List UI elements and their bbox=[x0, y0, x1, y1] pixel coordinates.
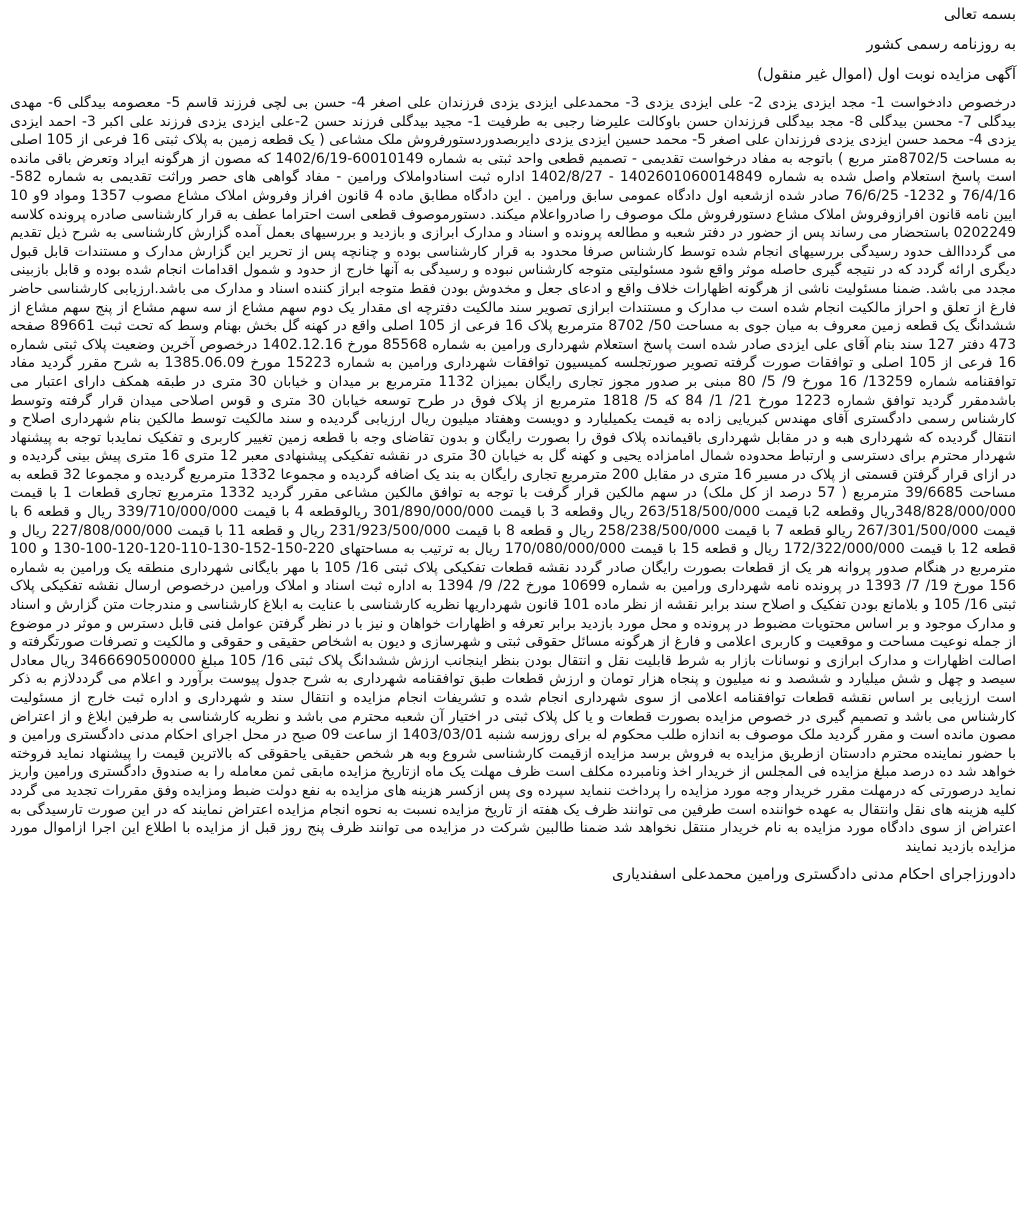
signature-line: دادورزاجرای احکام مدنی دادگستری ورامین محمدعلی اسفندیاری bbox=[611, 865, 1016, 884]
notice-body: درخصوص دادخواست 1- مجد ایزدی یزدی 2- علی ایزدی یزدی 3- محمدعلی ایزدی یزدی فرزندان علی اصغر 4- حسن بی لچی فرزند قاسم 5- معصومه بیدگلی 6- مهدی بیدگلی 7- محسن بیدگلی 8- مجد بیدگلی فرزندان حسن باوکالت علیرضا رجبی به طرفیت 1- مجید بیدگلی فرزند حسن 2-علی ایزدی یزدی فرزند علی اکبر 3- احمد ایزدی یزدی 4- محمد حسن ایزدی یزدی فرزندان علی اصغر 5- محمد حسین ایزدی یزدی دایربصدوردستورفروش ملک مشاعی ( یک قطعه زمین به پلاک ثبتی 16 فرعی از 105 اصلی به مساحت 8702/5متر مربع ) باتوجه به مفاد درخواست تقدیمی - تصمیم قطعی واحد ثبتی به شماره 60010149-1402/6/19 که مصون از هرگونه ایراد وتعرض باقی مانده است پاسخ استعلام واصل شده به شماره 1402601060014849 - 1402/8/27 اداره ثبت اسنادواملاک ورامین - مفاد گواهی های حصر وراثت تقدیمی به شماره 582-76/4/16 و 1232- 76/6/25 صادر شده ازشعبه اول دادگاه عمومی سابق ورامین . این دادگاه مطابق ماده 4 قانون افراز وفروش املاک مشاع مصوب 1357 ومواد 9و 10 ایین نامه قانون افرازوفروش املاک مشاع دستورفروش ملک موصوف را صادرواعلام میکند. دستورموصوف قطعی است احتراما عطف به قرار کارشناسی صادره پرونده کلاسه 0202249 باستحضار می رساند پس از حضور در دفتر شعبه و مطالعه پرونده و اسناد و مدارک ابرازی و بازدید و بررسیهای بعمل آمده گزارش کارشناسی به شرح ذیل تقدیم می گردداالف حدود رسیدگی بررسیهای انجام شده توسط کارشناس صرفا محدود به قرار کارشناسی بوده و چنانچه پس از تحریر این گزارش مدارک و مستندات قابل قبول دیگری ارائه گردد که در نتیجه گیری حاصله موثر واقع شود مسئولیتی متوجه کارشناس نبوده و رسیدگی به آنها خارج از حدود و شمول اقدامات انجام شده بوده و قابل بازبینی مجدد می باشد. ضمنا مسئولیت ناشی از هرگونه اظهارات خلاف واقع و ادعای جعل و مخدوش بودن فقط متوجه ابراز کننده اسناد و مدارک می باشد.ارزیابی کارشناسی حاضر فارغ از تعلق و احراز مالکیت انجام شده است ب مدارک و مستندات ابرازی تصویر سند مالکیت دفترچه ای مقدار یک دوم سهم مشاع از سه سهم مشاع از پنج سهم مشاع از ششدانگ یک قطعه زمین معروف به میان جوی به مساحت 50/ 8702 مترمربع پلاک 16 فرعی از 105 اصلی واقع در کهنه گل بخش بهنام وسط که تحت ثبت 89661 صفحه 473 دفتر 127 سند بنام آقای علی ایزدی صادر شده است پاسخ استعلام شهرداری ورامین به شماره 85568 مورخ 1402.12.16 درخصوص آخرین وضعیت پلاک ثبتی شماره 16 فرعی از 105 اصلی و توافقات صورت گرفته تصویر صورتجلسه کمیسیون توافقات شهرداری ورامین به شماره 15223 مورخ 1385.06.09 به شرح مقرر گردید مفاد توافقنامه شماره 13259/ 16 مورخ 9/ 5/ 80 مبنی بر صدور مجوز تجاری رایگان بمیزان 1132 مترمربع بر میدان و خیابان 30 متری در طبقه همکف دارای اعتبار می باشدمقرر گردید توافق شماره 1223 مورخ 21/ 1/ 84 که 5/ 1818 مترمربع از پلاک فوق در طرح توسعه خیابان 30 متری و قوس اصلاحی میدان قرار گرفته وتوسط کارشناس رسمی دادگستری آقای مهندس کبریایی زاده به قیمت یکمیلیارد و دویست وهفتاد میلیون ریال ارزیابی گردیده و سند مالکیت توسط مالکین بنام شهرداری اصلاح و انتقال گردیده که شهرداری هبه و در مقابل شهرداری باقیمانده پلاک فوق را بصورت رایگان و بدون تقاضای وجه با قطعه زمین تغییر کاربری و تفکیک نمایدبا توجه به پیشنهاد شهردار محترم برای دسترسی و ارتباط محدوده شمال امامزاده یحیی و کهنه گل به خیابان 30 متری در نقشه تفکیکی پیشنهادی معبر 12 متری 16 متری پیش بینی گردیده و در ازای قرار گرفتن قسمتی از پلاک در مسیر 16 متری در مقابل 200 مترمربع تجاری رایگان به بند یک اضافه گردیده و مجموعا 1332 مترمربع گردیده و مجموعا 32 قطعه به مساحت 39/6685 مترمربع ( 57 درصد از کل ملک) در سهم مالکین قرار گرفت با توجه به توافق مالکین مشاعی مقرر گردید 1332 مترمربع تجاری قطعات 1 با قیمت 348/828/000/000ریال وقطعه 2با قیمت 263/518/500/000 ریال وقطعه 3 با قیمت 301/890/000/000 ریالوقطعه 4 با قیمت 339/710/000/000 ریال و قطعه 6 با قیمت 267/301/500/000 ریالو قطعه 7 با قیمت 258/238/500/000 ریال و قطعه 8 با قیمت 231/923/500/000 ریال و قطعه 11 با قیمت 227/808/000/000 ریال و قطعه 12 با قیمت 172/322/000/000 ریال و قطعه 15 با قیمت 170/080/000/000 ریال به ترتیب به مساحتهای 220-150-152-130-110-120-120-100-130 و 100 مترمربع در هنگام صدور پروانه هر یک از قطعات بصورت رایگان صادر گردد نقشه قطعات تفکیکی پلاک ثبتی 16/ 105 با مهر بایگانی شهرداری منطقه یک ورامین به شماره 156 مورخ 19/ 7/ 1393 در پرونده نامه شهرداری ورامین به شماره 10699 مورخ 22/ 9/ 1394 به اداره ثبت اسناد و املاک ورامین درخصوص ارسال نقشه تفکیکی پلاک ثبتی 16/ 105 و بلامانع بودن تفکیک و اصلاح سند برابر نقشه از نظر ماده 101 قانون شهرداریها نظریه کارشناسی با عنایت به ابلاغ کارشناسی و مندرجات متن گزارش و اسناد و مدارک موجود و بر اساس محتویات مضبوط در پرونده و محل مورد بازدید برابر تعرفه و اظهارات خواهان و نیز با در نظر گرفتن عوامل فنی قابل دسترس و موثر در موضوع از جمله نوعیت مساحت و موقعیت و کاربری اعلامی و فارغ از هرگونه مسائل حقوقی ثبتی و شهرسازی و دیون به اشخاص حقیقی و حقوقی و مالکیت و تصرفات صورتگرفته و اصالت اظهارات و مدارک ابرازی و نوسانات بازار به شرط قابلیت نقل و انتقال بودن بنظر اینجانب ارزش ششدانگ پلاک ثبتی 16/ 105 مبلغ 3466690500000 ریال معادل سیصد و چهل و شش میلیارد و ششصد و نه میلیون و پنجاه هزار تومان و ارزش قطعات طبق توافقنامه شهرداری به شرح جدول پیوست برآورد و اعلام می گرددلازم به ذکر است ارزیابی بر اساس نقشه قطعات توافقنامه اعلامی از سوی شهرداری انجام شده و تشریفات انجام مزایده و انتقال سند و شهرداری و اداره ثبت خارج از مسئولیت کارشناس می باشد و تصمیم گیری در خصوص مزایده بصورت قطعات و یا کل پلاک ثبتی در اختیار آن شعبه محترم می باشد و نظریه کارشناسی به طرفین ابلاغ و از اعتراض مصون مانده است و مقرر گردید ملک موصوف به اندازه طلب محکوم له برای روزسه شنبه 1403/03/01 از ساعت 09 صبح در محل اجرای احکام مدنی دادگستری ورامین و با حضور نماینده محترم دادستان ازطریق مزایده به فروش برسد مزایده ازقیمت کارشناسی شروع وبه هر شخص حقیقی یاحقوقی که بالاترین قیمت را پیشنهاد نماید فروخته خواهد شد ده درصد مبلغ مزایده فی المجلس از خریدار اخذ ونامبرده مکلف است ظرف مهلت یک ماه ازتاریخ مزایده مابقی ثمن معامله را به صندوق دادگستری ورامین واریز نماید درصورتی که درمهلت مقرر خریدار وجه مورد مزایده را پرداخت ننماید سپرده وی پس ازکسر هزینه های مزایده به نفع دولت ضبط ومزایده وفق مقررات تجدید می گردد کلیه هزینه های نقل وانتقال به عهده خواننده است طرفین می توانند ظرف یک هفته از تاریخ مزایده نسبت به نحوه انجام مزایده اعتراض نمایند که در این صورت تارسیدگی به اعتراض از سوی دادگاه مورد مزایده به نام خریدار منتقل نخواهد شد ضمنا طالبین شرکت در مزایده می توانند ظرف پنج روز قبل از مزایده با اطلاع این اجرا ازاموال مورد مزایده بازدید نمایند bbox=[10, 95, 1017, 855]
notice-title: آگهی مزایده نوبت اول (اموال غیر منقول) bbox=[756, 65, 1016, 83]
recipient-line: به روزنامه رسمی کشور bbox=[866, 35, 1016, 53]
basmala-heading: بسمه تعالی bbox=[943, 5, 1016, 23]
